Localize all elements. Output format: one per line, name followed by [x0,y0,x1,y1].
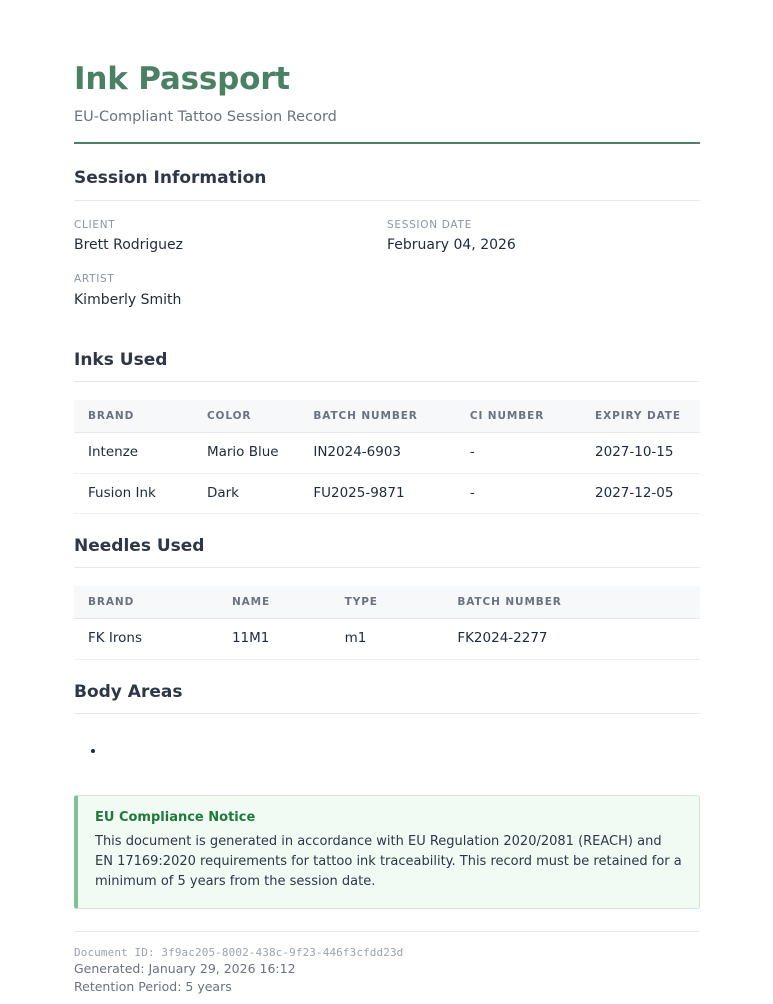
section-divider [74,381,700,382]
cell-batch-number: FU2025-9871 [299,473,456,514]
footer-generated: Generated: January 29, 2026 16:12 [74,961,296,977]
field-label: SESSION DATE [387,218,472,231]
section-divider [74,713,700,714]
field-label: ARTIST [74,273,115,286]
table-body [74,619,700,660]
footer-document-id: Document ID: 3f9ac205-8002-438c-9f23-446f3cfdd23d [74,945,404,959]
cell-ci-number: - [456,473,581,514]
section-divider [74,567,700,568]
cell-batch-number: IN2024-6903 [299,433,456,474]
column-header-batch-number: BATCH NUMBER [443,586,700,619]
section-heading: Body Areas [74,681,183,702]
header-divider [74,142,700,144]
cell-batch-number: FK2024-2277 [443,619,700,660]
cell-name: 11M1 [218,619,331,660]
column-header-brand: BRAND [74,400,193,433]
field-client [74,219,387,256]
section-heading: Needles Used [74,536,205,557]
column-header-type: TYPE [331,586,444,619]
cell-color: Dark [193,473,299,514]
cell-color: Mario Blue [193,433,299,474]
table-header-row [74,586,700,619]
table-header [74,400,700,433]
section-inks-used [74,350,700,514]
document-footer [74,931,700,996]
page-subtitle: EU-Compliant Tattoo Session Record [74,108,337,125]
footer-retention: Retention Period: 5 years [74,979,232,995]
column-header-ci-number: CI NUMBER [456,400,581,433]
field-value: Kimberly Smith [74,291,182,308]
page-title: Ink Passport [74,61,290,97]
field-value: February 04, 2026 [387,237,516,254]
cell-brand: Intenze [74,433,193,474]
inks-table [74,400,700,514]
notice-title: EU Compliance Notice [95,810,256,826]
table-body [74,433,700,514]
column-header-batch-number: BATCH NUMBER [299,400,456,433]
section-body-areas [74,682,700,773]
column-header-name: NAME [218,586,331,619]
column-header-brand: BRAND [74,586,218,619]
section-heading: Session Information [74,168,267,189]
table-row [74,433,700,474]
table-row [74,619,700,660]
cell-brand: Fusion Ink [74,473,193,514]
field-label: CLIENT [74,218,116,231]
notice-text: This document is generated in accordance with EU Regulation 2020/2081 (REACH) and EN 17169:2020 requirements for tattoo ink traceability. This record must be retained for a minimum of 5 years from the session date. [95,834,682,890]
field-session-date [387,219,700,256]
column-header-color: COLOR [193,400,299,433]
column-header-expiry-date: EXPIRY DATE [581,400,700,433]
cell-type: m1 [331,619,444,660]
table-header [74,586,700,619]
session-info-grid [74,219,700,328]
cell-expiry-date: 2027-12-05 [581,473,700,514]
cell-expiry-date: 2027-10-15 [581,433,700,474]
list-item [105,742,700,759]
table-header-row [74,400,700,433]
field-artist [74,273,387,310]
field-value: Brett Rodriguez [74,237,184,254]
body-areas-list [74,732,700,773]
section-session-information [74,168,700,327]
cell-brand: FK Irons [74,619,218,660]
section-divider [74,200,700,201]
table-row [74,473,700,514]
section-heading: Inks Used [74,349,168,370]
cell-ci-number: - [456,433,581,474]
eu-compliance-notice [74,795,700,908]
needles-table [74,586,700,660]
document-header [74,62,700,144]
section-needles-used [74,536,700,660]
